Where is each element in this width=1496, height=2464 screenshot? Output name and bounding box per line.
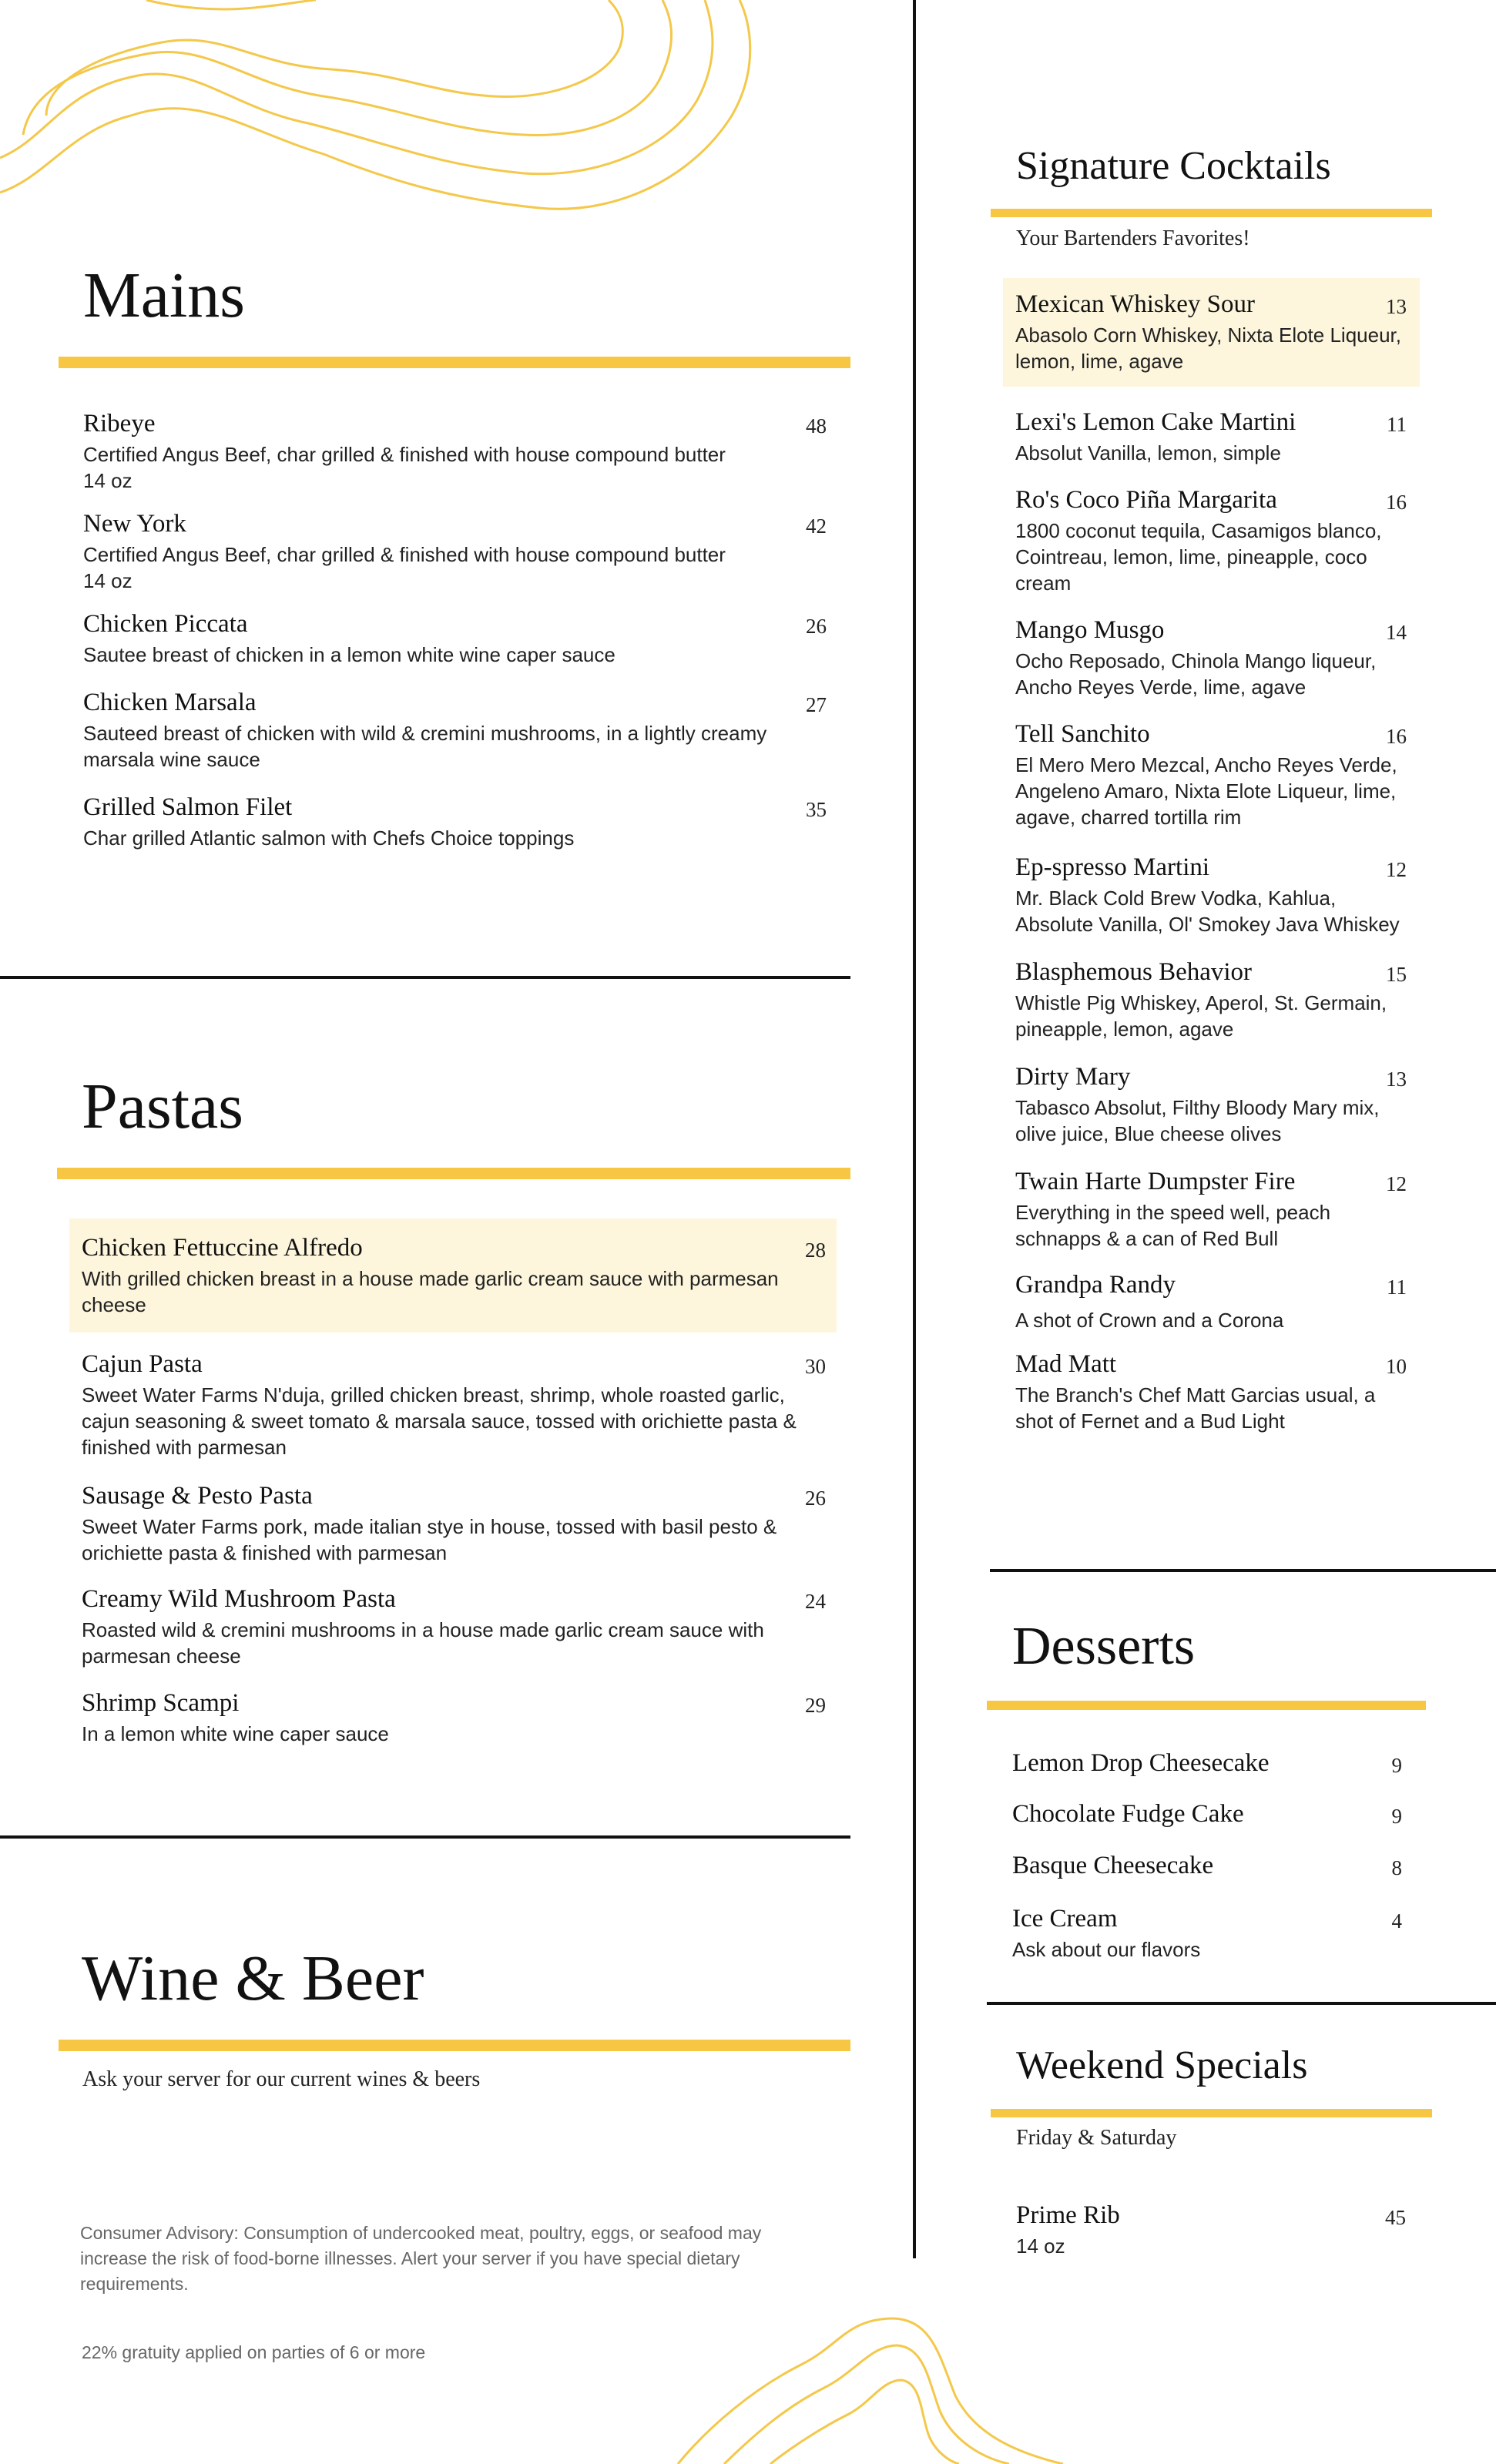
item-price: 26 [805, 1487, 826, 1510]
item-description: Sweet Water Farms pork, made italian stye in house, tossed with basil pesto & orichiette pasta & finished with parmesan [82, 1515, 777, 1564]
pastas-title: Pastas [82, 1071, 243, 1142]
mains-underline [59, 357, 850, 368]
dessert-item [1012, 1800, 1402, 1829]
cocktail-item [1015, 720, 1407, 830]
menu-item [83, 510, 827, 594]
item-price: 8 [1391, 1856, 1402, 1879]
item-name: Mango Musgo [1015, 616, 1165, 644]
desserts-underline [987, 1701, 1426, 1710]
item-price: 29 [805, 1694, 826, 1717]
special-item [1016, 2201, 1406, 2259]
item-description: Char grilled Atlantic salmon with Chefs Choice toppings [83, 826, 575, 850]
menu-item [83, 793, 827, 851]
menu-item [82, 1585, 826, 1669]
item-price: 9 [1391, 1754, 1402, 1777]
item-price: 12 [1386, 858, 1407, 881]
item-name: Prime Rib [1016, 2201, 1120, 2229]
item-description: Certified Angus Beef, char grilled & finished with house compound butter 14 oz [83, 543, 726, 592]
menu-item [83, 410, 827, 494]
item-price: 27 [806, 693, 827, 716]
item-name: Lexi's Lemon Cake Martini [1015, 408, 1296, 436]
item-note: 14 oz [83, 569, 132, 592]
item-name: Grilled Salmon Filet [83, 793, 293, 821]
item-note: 14 oz [1016, 2234, 1065, 2258]
item-name: New York [83, 510, 186, 538]
item-description: Everything in the speed well, peach schnapps & a can of Red Bull [1015, 1201, 1331, 1250]
cocktail-item [1015, 408, 1407, 466]
item-name: Basque Cheesecake [1012, 1852, 1214, 1879]
item-description: The Branch's Chef Matt Garcias usual, a shot of Fernet and a Bud Light [1015, 1383, 1376, 1433]
wine-beer-title: Wine & Beer [82, 1943, 424, 2014]
item-description: A shot of Crown and a Corona [1015, 1309, 1284, 1332]
cocktail-item [1015, 1063, 1407, 1147]
item-name: Chocolate Fudge Cake [1012, 1800, 1244, 1828]
item-price: 48 [806, 414, 827, 437]
cocktails-underline [991, 209, 1432, 217]
item-description: Whistle Pig Whiskey, Aperol, St. Germain, pineapple, lemon, agave [1015, 991, 1387, 1041]
cocktail-item [1015, 616, 1407, 700]
dessert-item [1012, 1905, 1402, 1963]
weekend-subtitle: Friday & Saturday [1016, 2126, 1177, 2150]
item-description: Sautee breast of chicken in a lemon white wine caper sauce [83, 643, 616, 666]
dessert-item [1012, 1749, 1402, 1778]
item-name: Chicken Fettuccine Alfredo [82, 1234, 363, 1262]
item-name: Sausage & Pesto Pasta [82, 1482, 313, 1510]
item-name: Tell Sanchito [1015, 720, 1150, 748]
item-price: 15 [1386, 963, 1407, 986]
item-price: 4 [1391, 1909, 1402, 1933]
item-description: Abasolo Corn Whiskey, Nixta Elote Liqueur, lemon, lime, agave [1015, 324, 1401, 373]
section-divider [990, 1569, 1496, 1572]
wine-beer-underline [59, 2040, 850, 2051]
item-name: Chicken Piccata [83, 610, 248, 638]
item-name: Twain Harte Dumpster Fire [1015, 1168, 1296, 1195]
section-divider [0, 976, 850, 979]
item-description: Mr. Black Cold Brew Vodka, Kahlua, Absolute Vanilla, Ol' Smokey Java Whiskey [1015, 887, 1400, 936]
item-price: 28 [805, 1239, 826, 1262]
weekend-title: Weekend Specials [1016, 2043, 1308, 2087]
cocktail-item [1015, 1350, 1407, 1434]
cocktails-subtitle: Your Bartenders Favorites! [1016, 226, 1250, 250]
item-price: 11 [1387, 1276, 1407, 1299]
item-name: Lemon Drop Cheesecake [1012, 1749, 1270, 1777]
section-divider [987, 2002, 1496, 2005]
item-description: El Mero Mero Mezcal, Ancho Reyes Verde, Angeleno Amaro, Nixta Elote Liqueur, lime, agave, charred tortilla rim [1015, 753, 1397, 829]
cocktail-item [1015, 486, 1407, 596]
mains-title: Mains [83, 260, 245, 331]
item-name: Ribeye [83, 410, 156, 437]
item-description: In a lemon white wine caper sauce [82, 1722, 389, 1745]
item-price: 24 [805, 1590, 826, 1613]
item-description: Sweet Water Farms N'duja, grilled chicken breast, shrimp, whole roasted garlic, cajun seasoning & sweet tomato & marsala sauce, tossed with orichiette pasta & finished with parmesan [82, 1383, 797, 1459]
item-note: 14 oz [83, 469, 132, 492]
item-price: 13 [1386, 295, 1407, 318]
item-description: Ocho Reposado, Chinola Mango liqueur, Ancho Reyes Verde, lime, agave [1015, 649, 1377, 699]
consumer-advisory: Consumer Advisory: Consumption of undercooked meat, poultry, eggs, or seafood may increase the risk of food-borne illnesses. Alert your server if you have special dietary requirements. [80, 2223, 762, 2294]
item-name: Mexican Whiskey Sour [1015, 290, 1256, 318]
dessert-item [1012, 1852, 1402, 1880]
item-description: Roasted wild & cremini mushrooms in a house made garlic cream sauce with parmesan cheese [82, 1618, 764, 1668]
item-price: 12 [1386, 1172, 1407, 1195]
item-price: 9 [1391, 1805, 1402, 1828]
section-divider [0, 1835, 850, 1839]
item-description: Tabasco Absolut, Filthy Bloody Mary mix, olive juice, Blue cheese olives [1015, 1096, 1380, 1145]
pastas-underline [57, 1168, 850, 1179]
swirl-decoration-top [0, 0, 770, 239]
item-name: Dirty Mary [1015, 1063, 1131, 1091]
cocktail-item [1015, 1168, 1407, 1252]
cocktail-item [1015, 853, 1407, 937]
weekend-underline [991, 2109, 1432, 2117]
menu-item [82, 1350, 826, 1460]
center-divider [913, 0, 916, 2258]
item-name: Mad Matt [1015, 1350, 1117, 1378]
cocktail-item [1015, 290, 1407, 374]
wine-beer-subtitle: Ask your server for our current wines & beers [82, 2067, 481, 2091]
item-name: Shrimp Scampi [82, 1689, 240, 1717]
item-name: Blasphemous Behavior [1015, 958, 1253, 986]
item-name: Ro's Coco Piña Margarita [1015, 486, 1277, 514]
gratuity-note: 22% gratuity applied on parties of 6 or more [82, 2342, 426, 2362]
item-price: 30 [805, 1355, 826, 1378]
cocktail-item [1015, 958, 1407, 1042]
item-name: Creamy Wild Mushroom Pasta [82, 1585, 396, 1613]
item-price: 16 [1386, 725, 1407, 748]
item-description: 1800 coconut tequila, Casamigos blanco, Cointreau, lemon, lime, pineapple, coco cream [1015, 519, 1382, 595]
menu-item [82, 1234, 826, 1318]
menu-item [83, 689, 827, 773]
cocktail-item [1015, 1271, 1407, 1333]
menu-item [83, 610, 827, 668]
item-name: Chicken Marsala [83, 689, 257, 716]
cocktails-title: Signature Cocktails [1016, 144, 1331, 188]
item-description: Absolut Vanilla, lemon, simple [1015, 441, 1281, 464]
item-name: Ice Cream [1012, 1905, 1118, 1933]
item-description: Ask about our flavors [1012, 1938, 1201, 1961]
item-name: Grandpa Randy [1015, 1271, 1176, 1299]
desserts-title: Desserts [1012, 1617, 1196, 1676]
item-description: Sauteed breast of chicken with wild & cremini mushrooms, in a lightly creamy marsala wine sauce [83, 722, 767, 771]
item-name: Ep-spresso Martini [1015, 853, 1210, 881]
item-description: With grilled chicken breast in a house made garlic cream sauce with parmesan cheese [82, 1267, 779, 1316]
menu-item [82, 1689, 826, 1747]
item-price: 13 [1386, 1068, 1407, 1091]
item-price: 45 [1385, 2206, 1406, 2229]
swirl-decoration-bottom [662, 2303, 1279, 2464]
menu-item [82, 1482, 826, 1566]
item-price: 16 [1386, 491, 1407, 514]
item-description: Certified Angus Beef, char grilled & finished with house compound butter 14 oz [83, 443, 726, 492]
item-price: 42 [806, 515, 827, 538]
item-price: 10 [1386, 1355, 1407, 1378]
item-price: 35 [806, 798, 827, 821]
item-price: 26 [806, 615, 827, 638]
item-name: Cajun Pasta [82, 1350, 203, 1378]
item-price: 14 [1386, 621, 1407, 644]
item-price: 11 [1387, 413, 1407, 436]
